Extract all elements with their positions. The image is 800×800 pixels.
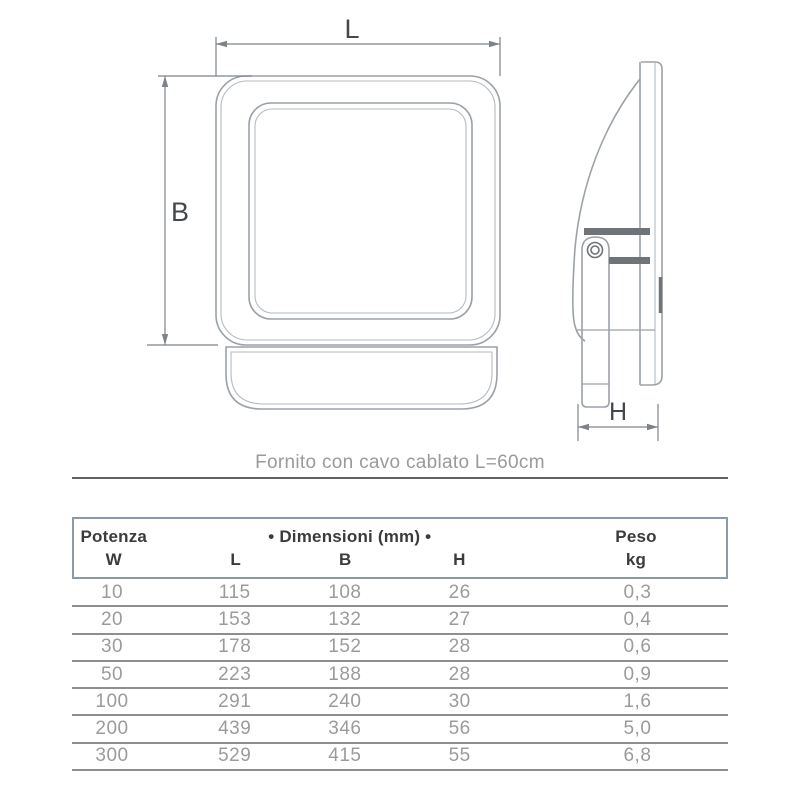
side-bracket-arm — [582, 237, 609, 407]
dim-h-arrow-left — [578, 424, 589, 430]
cell-h: 28 — [448, 636, 471, 658]
front-base-inner-line — [231, 352, 492, 404]
header-weight-title: Peso — [615, 526, 657, 546]
cell-weight: 0,3 — [623, 581, 652, 603]
cell-power: 100 — [95, 690, 129, 712]
dim-l-arrow-left — [216, 41, 227, 47]
table-row — [72, 635, 728, 662]
caption-divider — [72, 477, 728, 479]
header-title-row — [74, 527, 726, 547]
front-glass-frame-inner-line — [255, 109, 466, 313]
cell-power: 10 — [100, 581, 124, 603]
dim-l-arrow-right — [489, 41, 500, 47]
dim-b-arrow-bottom — [162, 334, 168, 345]
cell-weight: 0,4 — [623, 608, 652, 630]
cell-h: 56 — [448, 718, 471, 740]
cell-h: 30 — [448, 690, 471, 712]
cell-h: 27 — [448, 608, 471, 630]
front-view — [216, 76, 500, 409]
cell-b: 240 — [328, 690, 362, 712]
side-clamp-bar-upper — [584, 228, 650, 235]
front-glass-frame-outline — [249, 103, 472, 319]
cell-power: 50 — [100, 663, 124, 685]
header-dim-h: H — [453, 549, 466, 569]
cell-weight: 0,9 — [623, 663, 652, 685]
table-row — [72, 607, 728, 634]
side-pivot-inner — [591, 246, 599, 254]
header-dimensions-group: • Dimensioni (mm) • — [268, 526, 432, 546]
cell-l: 178 — [218, 636, 252, 658]
cable-caption: Fornito con cavo cablato L=60cm — [255, 452, 545, 473]
cell-weight: 1,6 — [623, 690, 652, 712]
cell-weight: 6,8 — [623, 745, 652, 767]
side-pivot-outer — [588, 243, 603, 258]
dimension-height — [147, 76, 252, 345]
dim-b-arrow-top — [162, 76, 168, 87]
table-row — [72, 689, 728, 716]
table-row — [72, 744, 728, 771]
cell-h: 55 — [448, 745, 471, 767]
header-weight-unit: kg — [625, 549, 647, 569]
cell-power: 200 — [95, 718, 129, 740]
table-row — [72, 580, 728, 607]
cell-b: 415 — [328, 745, 362, 767]
cell-weight: 5,0 — [623, 718, 652, 740]
cell-l: 529 — [218, 745, 252, 767]
dim-l-label: L — [344, 14, 360, 44]
cell-b: 346 — [328, 718, 362, 740]
side-view — [573, 62, 662, 407]
cell-weight: 0,6 — [623, 636, 652, 658]
header-power-unit: W — [105, 549, 122, 569]
cell-b: 152 — [328, 636, 362, 658]
cell-b: 188 — [328, 663, 362, 685]
cell-h: 26 — [448, 581, 471, 603]
header-units-row — [74, 550, 726, 570]
front-housing-inner-line — [221, 81, 495, 340]
cell-l: 153 — [218, 608, 252, 630]
cell-b: 108 — [328, 581, 362, 603]
cell-l: 439 — [218, 718, 252, 740]
spec-table-header — [72, 517, 728, 579]
cell-b: 132 — [328, 608, 362, 630]
side-back-curve — [573, 79, 640, 341]
cell-l: 291 — [218, 690, 252, 712]
cell-l: 223 — [218, 663, 252, 685]
side-face-outline — [640, 62, 662, 385]
cell-h: 28 — [448, 663, 471, 685]
header-power-title: Potenza — [80, 526, 148, 546]
table-row — [72, 662, 728, 689]
dim-h-label: H — [608, 398, 628, 426]
header-dim-b: B — [338, 549, 352, 569]
cell-power: 300 — [95, 745, 129, 767]
cell-power: 30 — [100, 636, 124, 658]
cell-power: 20 — [100, 608, 124, 630]
header-dim-l: L — [230, 549, 241, 569]
spec-table — [72, 517, 728, 771]
side-clamp-bar-lower — [609, 257, 650, 264]
dim-h-arrow-right — [647, 424, 658, 430]
front-base-outline — [226, 347, 497, 409]
dim-b-label: B — [170, 197, 190, 227]
spec-table-body — [72, 580, 728, 771]
cell-l: 115 — [218, 581, 251, 603]
table-row — [72, 716, 728, 743]
